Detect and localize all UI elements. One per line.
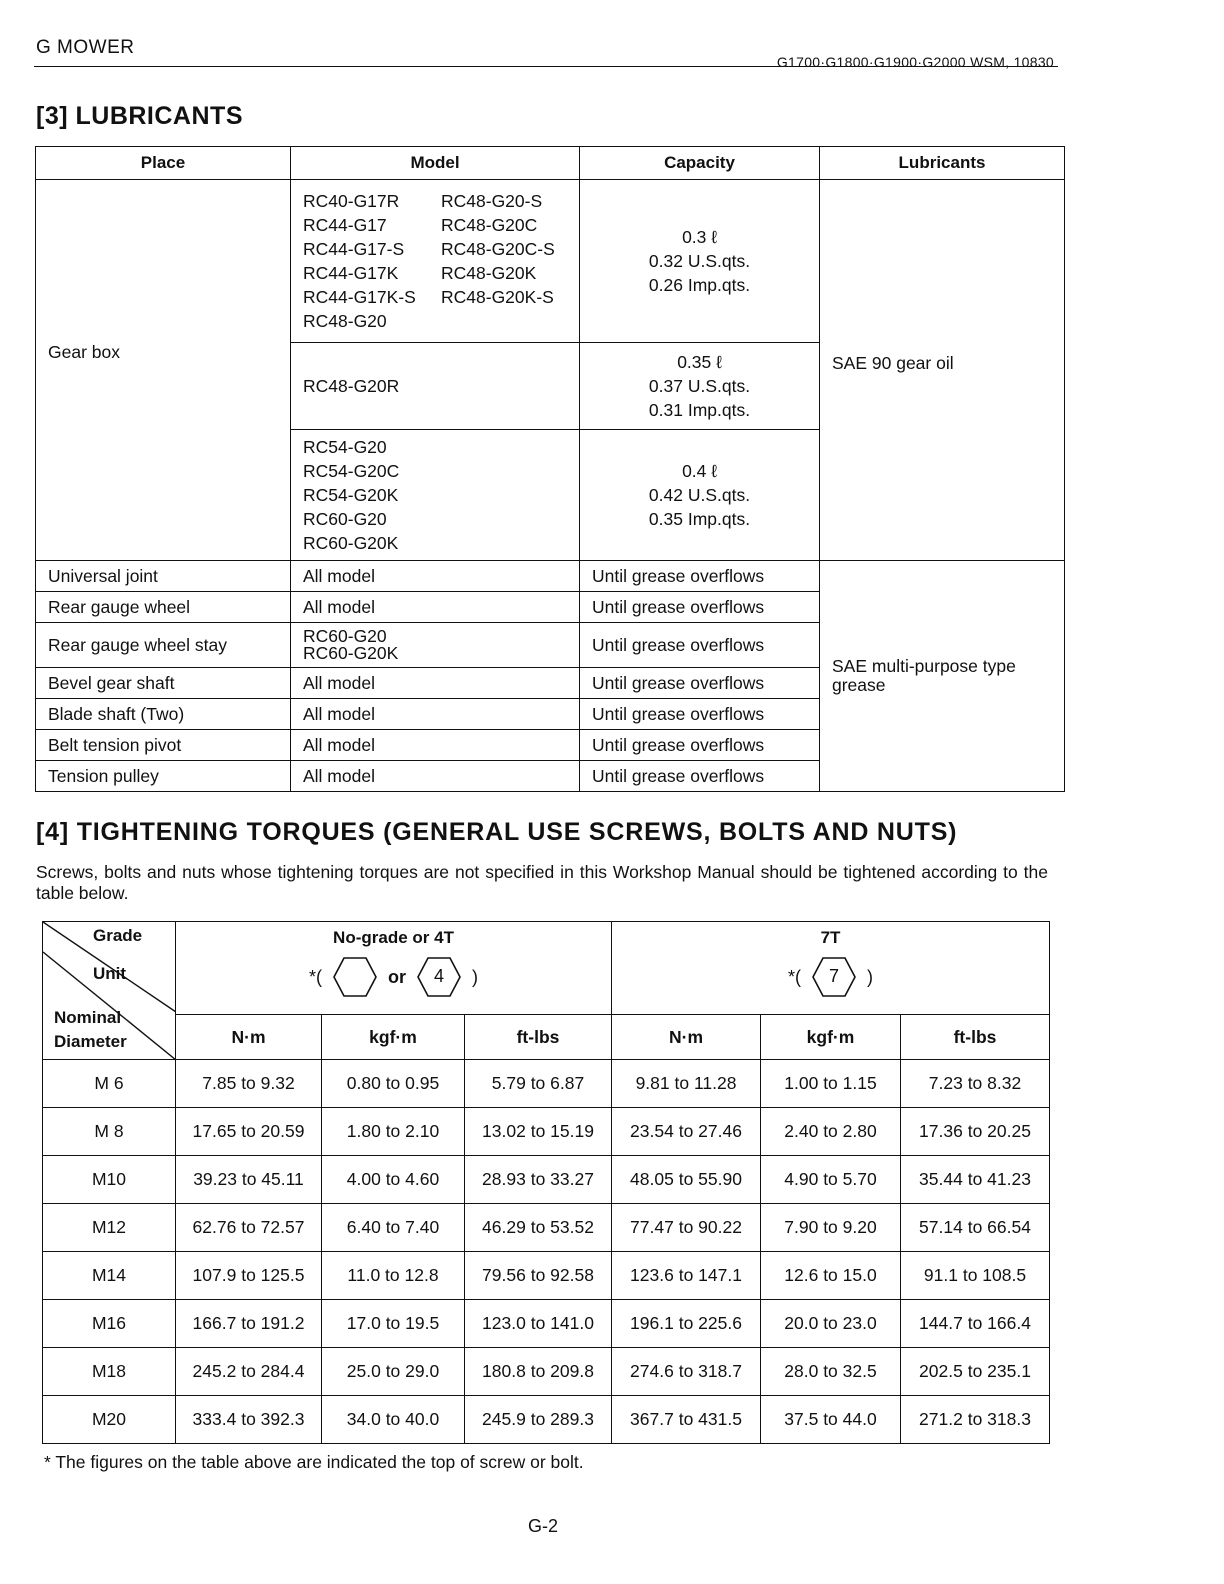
grease-capacity: Until grease overflows: [580, 761, 820, 792]
col-header-place: Place: [36, 147, 291, 180]
gearbox-capacity-group-1: [580, 180, 820, 343]
corner-unit-label: Unit: [93, 964, 127, 983]
corner-nominal-label: Nominal Diameter: [54, 1008, 127, 1051]
gearbox-models-left: [303, 189, 441, 333]
symbol-prefix: *(: [309, 966, 322, 987]
torque-value: 46.29 to 53.52: [465, 1204, 612, 1252]
model-name: RC44-G17K: [303, 263, 399, 283]
torque-row: [43, 1300, 1050, 1348]
unit-header: N·m: [612, 1015, 761, 1060]
symbol-prefix: *(: [788, 966, 801, 987]
hexagon-blank-icon: [332, 956, 378, 998]
corner-header: [43, 922, 176, 1060]
grease-lubricant: SAE multi-purpose type grease: [820, 561, 1065, 792]
torque-row: [43, 1204, 1050, 1252]
grease-model: RC60-G20 RC60-G20K: [291, 623, 580, 668]
nominal-diameter: M14: [43, 1252, 176, 1300]
grease-model: All model: [291, 761, 580, 792]
grease-model: All model: [291, 730, 580, 761]
torque-row: [43, 1156, 1050, 1204]
torque-value: 7.23 to 8.32: [901, 1060, 1050, 1108]
capacity-liters: 0.4 ℓ: [682, 461, 717, 481]
gearbox-capacity-group-3: [580, 430, 820, 561]
grease-capacity: Until grease overflows: [580, 668, 820, 699]
torque-value: 107.9 to 125.5: [176, 1252, 322, 1300]
nominal-diameter: M18: [43, 1348, 176, 1396]
header-rule: [34, 66, 1058, 67]
torque-value: 79.56 to 92.58: [465, 1252, 612, 1300]
gearbox-models-right: [441, 189, 571, 333]
grade-group-4t: [176, 922, 612, 1015]
torques-intro: Screws, bolts and nuts whose tightening torques are not specified in this Workshop Manual should be tightened according to the table below.: [36, 862, 1048, 903]
capacity-imp-qts: 0.31 Imp.qts.: [648, 400, 751, 420]
nominal-diameter: M 6: [43, 1060, 176, 1108]
torque-value: 1.80 to 2.10: [322, 1108, 465, 1156]
torque-value: 367.7 to 431.5: [612, 1396, 761, 1444]
torque-value: 274.6 to 318.7: [612, 1348, 761, 1396]
grease-model: All model: [291, 561, 580, 592]
model-name: RC48-G20K-S: [441, 287, 554, 307]
col-header-model: Model: [291, 147, 580, 180]
symbol-or: or: [388, 966, 406, 987]
hexagon-7-label: 7: [828, 966, 839, 986]
torque-value: 7.85 to 9.32: [176, 1060, 322, 1108]
model-name: RC54-G20K: [303, 485, 399, 505]
model-name: RC48-G20: [303, 311, 387, 331]
torque-value: 271.2 to 318.3: [901, 1396, 1050, 1444]
torque-value: 245.9 to 289.3: [465, 1396, 612, 1444]
model-name: RC48-G20-S: [441, 191, 543, 211]
torque-value: 144.7 to 166.4: [901, 1300, 1050, 1348]
torque-value: 25.0 to 29.0: [322, 1348, 465, 1396]
gearbox-place: Gear box: [36, 180, 291, 561]
unit-header: kgf·m: [322, 1015, 465, 1060]
unit-header: ft-lbs: [901, 1015, 1050, 1060]
gearbox-models-group-2: [291, 343, 580, 430]
torque-value: 91.1 to 108.5: [901, 1252, 1050, 1300]
torque-value: 0.80 to 0.95: [322, 1060, 465, 1108]
capacity-us-qts: 0.32 U.S.qts.: [648, 251, 751, 271]
torque-row: [43, 1108, 1050, 1156]
grade-group-7t: [612, 922, 1050, 1015]
grease-place: Bevel gear shaft: [36, 668, 291, 699]
symbol-suffix: ): [867, 966, 873, 987]
torque-value: 11.0 to 12.8: [322, 1252, 465, 1300]
torque-value: 57.14 to 66.54: [901, 1204, 1050, 1252]
grease-place: Rear gauge wheel: [36, 592, 291, 623]
torque-value: 196.1 to 225.6: [612, 1300, 761, 1348]
torque-value: 5.79 to 6.87: [465, 1060, 612, 1108]
grease-capacity: Until grease overflows: [580, 730, 820, 761]
nominal-diameter: M 8: [43, 1108, 176, 1156]
hexagon-7-icon: [811, 956, 857, 998]
torque-value: 245.2 to 284.4: [176, 1348, 322, 1396]
header-section-title: G MOWER: [36, 37, 135, 58]
gearbox-lubricant: SAE 90 gear oil: [820, 180, 1065, 561]
lubricants-title: [3] LUBRICANTS: [36, 102, 243, 130]
torque-value: 180.8 to 209.8: [465, 1348, 612, 1396]
torque-value: 39.23 to 45.11: [176, 1156, 322, 1204]
torque-value: 7.90 to 9.20: [761, 1204, 901, 1252]
unit-header: kgf·m: [761, 1015, 901, 1060]
capacity-us-qts: 0.42 U.S.qts.: [648, 485, 751, 505]
torque-value: 28.93 to 33.27: [465, 1156, 612, 1204]
nominal-diameter: M12: [43, 1204, 176, 1252]
capacity-liters: 0.35 ℓ: [677, 352, 722, 372]
model-name: RC48-G20K: [441, 263, 537, 283]
torque-row: [43, 1396, 1050, 1444]
model-name: RC44-G17: [303, 215, 387, 235]
torque-value: 13.02 to 15.19: [465, 1108, 612, 1156]
grease-capacity: Until grease overflows: [580, 699, 820, 730]
torques-title: [4] TIGHTENING TORQUES (GENERAL USE SCREWS, BOLTS AND NUTS): [36, 818, 958, 846]
grade-title-7t: 7T: [820, 928, 841, 947]
col-header-lubricants: Lubricants: [820, 147, 1065, 180]
grade-symbols-4t: [309, 956, 478, 998]
grease-place: Belt tension pivot: [36, 730, 291, 761]
grease-place: Universal joint: [36, 561, 291, 592]
col-header-capacity: Capacity: [580, 147, 820, 180]
torque-value: 17.0 to 19.5: [322, 1300, 465, 1348]
capacity-us-qts: 0.37 U.S.qts.: [648, 376, 751, 396]
torque-value: 37.5 to 44.0: [761, 1396, 901, 1444]
torque-value: 28.0 to 32.5: [761, 1348, 901, 1396]
lubricants-table: [35, 146, 1065, 792]
torque-row: [43, 1252, 1050, 1300]
grease-capacity: Until grease overflows: [580, 592, 820, 623]
model-name: RC44-G17-S: [303, 239, 405, 259]
torque-value: 1.00 to 1.15: [761, 1060, 901, 1108]
grade-row: [43, 922, 1050, 1015]
grease-place: Tension pulley: [36, 761, 291, 792]
grade-symbols-7t: [788, 956, 873, 998]
corner-grade-label: Grade: [93, 926, 143, 945]
torque-value: 20.0 to 23.0: [761, 1300, 901, 1348]
gearbox-capacity-group-2: [580, 343, 820, 430]
model-name: RC48-G20R: [303, 376, 400, 396]
torque-value: 6.40 to 7.40: [322, 1204, 465, 1252]
torque-value: 2.40 to 2.80: [761, 1108, 901, 1156]
torque-value: 48.05 to 55.90: [612, 1156, 761, 1204]
model-name: RC54-G20C: [303, 461, 400, 481]
torque-value: 62.76 to 72.57: [176, 1204, 322, 1252]
model-name: RC54-G20: [303, 437, 387, 457]
hexagon-4-label: 4: [433, 966, 444, 986]
grease-place: Blade shaft (Two): [36, 699, 291, 730]
grease-model: All model: [291, 592, 580, 623]
hexagon-4-icon: [416, 956, 462, 998]
torque-value: 123.6 to 147.1: [612, 1252, 761, 1300]
torque-value: 166.7 to 191.2: [176, 1300, 322, 1348]
unit-header: ft-lbs: [465, 1015, 612, 1060]
torque-value: 12.6 to 15.0: [761, 1252, 901, 1300]
grease-capacity: Until grease overflows: [580, 623, 820, 668]
model-name: RC60-G20K: [303, 533, 399, 553]
nominal-diameter: M10: [43, 1156, 176, 1204]
lubricants-header-row: [36, 147, 1065, 180]
torque-value: 34.0 to 40.0: [322, 1396, 465, 1444]
model-name: RC44-G17K-S: [303, 287, 416, 307]
nominal-diameter: M16: [43, 1300, 176, 1348]
torque-footnote: * The figures on the table above are indicated the top of screw or bolt.: [44, 1452, 584, 1472]
grease-place: Rear gauge wheel stay: [36, 623, 291, 668]
grease-model: All model: [291, 699, 580, 730]
torque-value: 77.47 to 90.22: [612, 1204, 761, 1252]
capacity-imp-qts: 0.26 Imp.qts.: [648, 275, 751, 295]
model-name: RC48-G20C: [441, 215, 538, 235]
torque-value: 4.00 to 4.60: [322, 1156, 465, 1204]
unit-header: N·m: [176, 1015, 322, 1060]
grease-capacity: Until grease overflows: [580, 561, 820, 592]
torque-value: 333.4 to 392.3: [176, 1396, 322, 1444]
header-document-code: G1700·G1800·G1900·G2000 WSM, 10830: [776, 54, 1054, 70]
gearbox-row-1: [36, 180, 1065, 343]
torque-table: [42, 921, 1050, 1444]
grease-row: [36, 561, 1065, 592]
grease-model: All model: [291, 668, 580, 699]
torque-row: [43, 1348, 1050, 1396]
torque-value: 202.5 to 235.1: [901, 1348, 1050, 1396]
symbol-suffix: ): [472, 966, 478, 987]
grade-title-4t: No-grade or 4T: [333, 928, 454, 947]
torque-body: [43, 1060, 1050, 1444]
page-number: G-2: [528, 1516, 559, 1536]
capacity-liters: 0.3 ℓ: [682, 227, 717, 247]
model-name: RC60-G20: [303, 509, 387, 529]
torque-value: 123.0 to 141.0: [465, 1300, 612, 1348]
unit-row: [43, 1015, 1050, 1060]
torque-row: [43, 1060, 1050, 1108]
torque-value: 9.81 to 11.28: [612, 1060, 761, 1108]
torque-value: 17.36 to 20.25: [901, 1108, 1050, 1156]
torque-value: 23.54 to 27.46: [612, 1108, 761, 1156]
model-name: RC48-G20C-S: [441, 239, 555, 259]
torque-value: 4.90 to 5.70: [761, 1156, 901, 1204]
capacity-imp-qts: 0.35 Imp.qts.: [648, 509, 751, 529]
model-name: RC40-G17R: [303, 191, 400, 211]
gearbox-models-group-1: [291, 180, 580, 343]
gearbox-models-group-3: [291, 430, 580, 561]
torque-value: 17.65 to 20.59: [176, 1108, 322, 1156]
torque-value: 35.44 to 41.23: [901, 1156, 1050, 1204]
nominal-diameter: M20: [43, 1396, 176, 1444]
